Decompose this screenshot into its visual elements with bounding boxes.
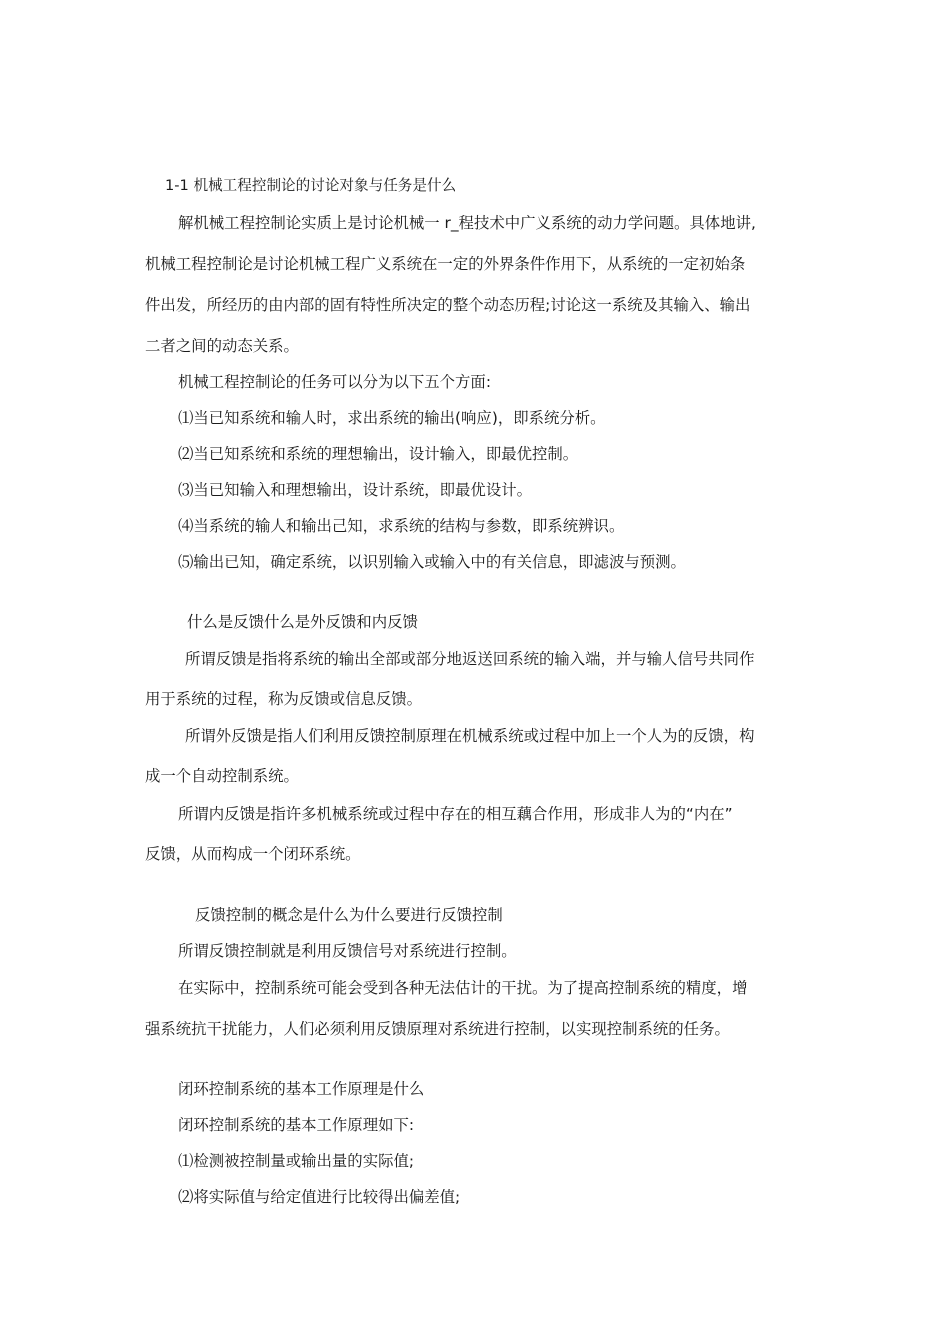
- section2-p3-line-1: 所谓内反馈是指许多机械系统或过程中存在的相互藕合作用，形成非人为的“内在”: [178, 805, 733, 823]
- section4-intro: 闭环控制系统的基本工作原理如下:: [178, 1116, 415, 1134]
- section2-p2-line-1: 所谓外反馈是指人们利用反馈控制原理在机械系统或过程中加上一个人为的反馈，构: [185, 727, 755, 745]
- section2-p1-line-2: 用于系统的过程，称为反馈或信息反馈。: [145, 690, 423, 708]
- section1-answer-line-1: 解机械工程控制论实质上是讨论机械一 r_程技术中广义系统的动力学问题。具体地讲,: [178, 214, 756, 232]
- section2-p2-line-2: 成一个自动控制系统。: [145, 767, 299, 785]
- section2-title: 什么是反馈什么是外反馈和内反馈: [187, 613, 418, 631]
- section2-p1-line-1: 所谓反馈是指将系统的输出全部或部分地返送回系统的输入端，并与输人信号共同作: [185, 650, 755, 668]
- section2-p3-line-2: 反馈，从而构成一个闭环系统。: [145, 845, 361, 863]
- section4-step-2: ⑵将实际值与给定值进行比较得出偏差值;: [178, 1188, 461, 1206]
- section1-task-5: ⑸输出已知，确定系统，以识别输入或输入中的有关信息，即滤波与预测。: [178, 553, 686, 571]
- section1-answer-line-4: 二者之间的动态关系。: [145, 337, 299, 355]
- section3-p2-line-2: 强系统抗干扰能力，人们必须利用反馈原理对系统进行控制，以实现控制系统的任务。: [145, 1020, 730, 1038]
- section4-step-1: ⑴检测被控制量或输出量的实际值;: [178, 1152, 415, 1170]
- section1-task-4: ⑷当系统的输人和输出己知，求系统的结构与参数，即系统辨识。: [178, 517, 625, 535]
- section3-title: 反馈控制的概念是什么为什么要进行反馈控制: [195, 906, 503, 924]
- section1-task-3: ⑶当已知输入和理想输出，设计系统，即最优设计。: [178, 481, 532, 499]
- section1-tasks-intro: 机械工程控制论的任务可以分为以下五个方面:: [178, 373, 491, 391]
- section3-p2-line-1: 在实际中，控制系统可能会受到各种无法估计的干扰。为了提高控制系统的精度，增: [178, 979, 748, 997]
- section1-answer-line-2: 机械工程控制论是讨论机械工程广义系统在一定的外界条件作用下，从系统的一定初始条: [145, 255, 746, 273]
- section1-title: 1-1 机械工程控制论的讨论对象与任务是什么: [165, 177, 457, 194]
- section3-p1: 所谓反馈控制就是利用反馈信号对系统进行控制。: [178, 942, 517, 960]
- section4-title: 闭环控制系统的基本工作原理是什么: [178, 1080, 425, 1098]
- section1-task-1: ⑴当已知系统和输人时，求出系统的输出(响应)，即系统分析。: [178, 409, 606, 427]
- section1-task-2: ⑵当已知系统和系统的理想输出，设计输入，即最优控制。: [178, 445, 579, 463]
- section1-answer-line-3: 件出发，所经历的由内部的固有特性所决定的整个动态历程;讨论这一系统及其输入、输出: [145, 296, 751, 314]
